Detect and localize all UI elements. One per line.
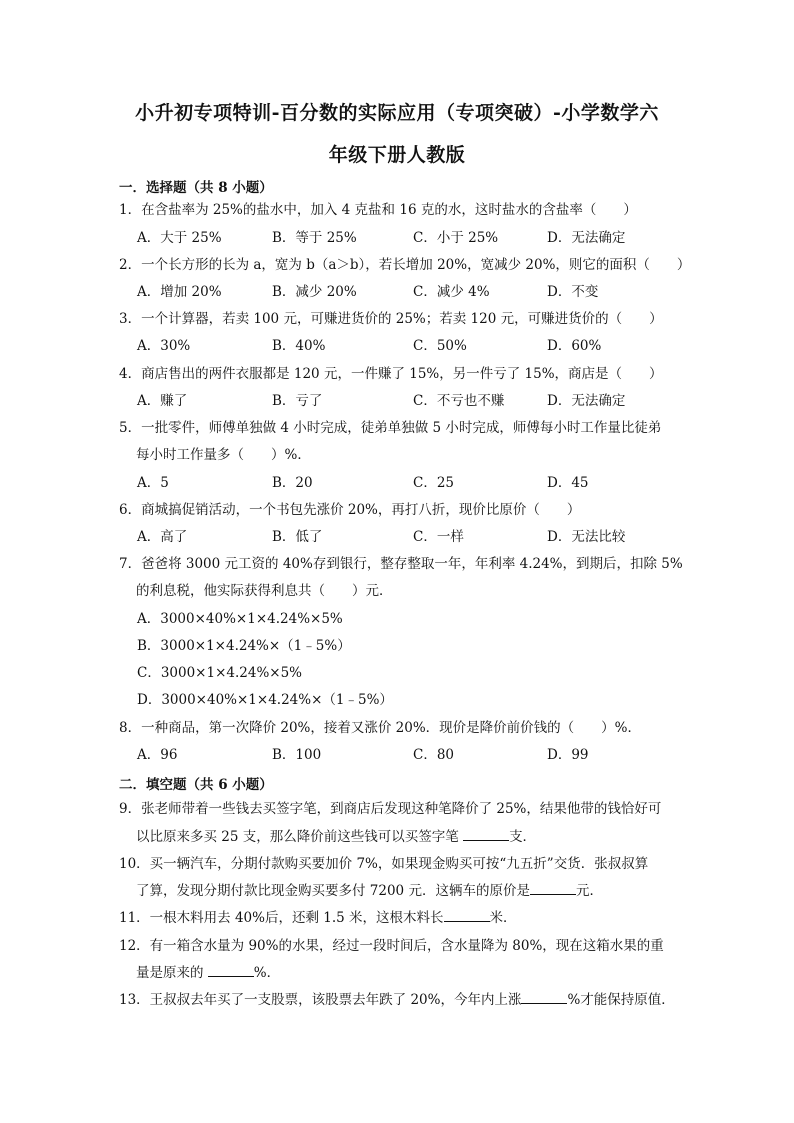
question-6-option-c: C．一样 — [413, 529, 464, 545]
section-heading-choice: 一．选择题（共 8 小题） — [119, 180, 273, 196]
question-9-text: 以比原来多买 25 支，那么降价前这些钱可以买签字笔 — [136, 829, 464, 845]
question-7-stem-line-1: 7．爸爸将 3000 元工资的 40%存到银行，整存整取一年，年利率 4.24%，到期后，扣除 5% — [119, 556, 683, 572]
question-9-stem-line-1: 9．张老师带着一些钱去买签字笔，到商店后发现这种笔降价了 25%，结果他带的钱恰好可 — [119, 801, 662, 817]
question-1-option-c: C．小于 25% — [413, 230, 499, 246]
question-3-option-a: A．30% — [137, 338, 191, 354]
question-6-stem: 6．商城搞促销活动，一个书包先涨价 20%，再打八折，现价比原价（ ） — [119, 502, 581, 518]
question-4-option-d: D．无法确定 — [547, 393, 626, 409]
question-3-option-c: C．50% — [413, 338, 467, 354]
question-11-text: 11．一根木料用去 40%后，还剩 1.5 米，这根木料长 — [119, 910, 444, 926]
question-1-option-d: D．无法确定 — [547, 230, 626, 246]
question-6-option-b: B．低了 — [272, 529, 323, 545]
question-13-stem — [119, 991, 675, 1009]
answer-blank[interactable] — [463, 828, 509, 841]
question-2-option-b: B．减少 20% — [272, 284, 357, 300]
question-12-unit: %． — [253, 965, 281, 981]
section-heading-fill-blank: 二．填空题（共 6 小题） — [119, 777, 273, 793]
question-5-stem-line-2: 每小时工作量多（ ）%． — [136, 447, 311, 463]
answer-blank[interactable] — [208, 964, 254, 977]
question-3-stem: 3．一个计算器，若卖 100 元，可赚进货价的 25%；若卖 120 元，可赚进货价的（ ） — [119, 311, 663, 327]
question-1-option-b: B．等于 25% — [272, 230, 357, 246]
question-10-stem-line-1: 10．买一辆汽车，分期付款购买要加价 7%，如果现金购买可按“九五折”交货．张叔叔算 — [119, 856, 649, 872]
question-5-stem-line-1: 5．一批零件，师傅单独做 4 小时完成，徒弟单独做 5 小时完成，师傅每小时工作量比徒弟 — [119, 420, 662, 436]
question-8-stem: 8．一种商品，第一次降价 20%，接着又涨价 20%．现价是降价前价钱的（ ）%． — [119, 720, 642, 736]
question-12-text: 量是原来的 — [136, 965, 208, 981]
question-11-stem — [119, 909, 517, 927]
answer-blank[interactable] — [444, 909, 490, 922]
question-1-option-a: A．大于 25% — [137, 230, 222, 246]
question-4-option-b: B．亏了 — [272, 393, 323, 409]
question-8-option-b: B．100 — [272, 747, 322, 763]
question-7-option-b: B．3000×1×4.24%×（1﹣5%） — [137, 638, 351, 654]
question-11-unit: 米． — [489, 910, 517, 926]
question-12-stem-line-2 — [136, 964, 280, 982]
question-9-unit: 支． — [509, 829, 537, 845]
answer-blank[interactable] — [530, 882, 576, 895]
question-4-stem: 4．商店售出的两件衣服都是 120 元，一件赚了 15%，另一件亏了 15%，商店是（ ） — [119, 366, 663, 382]
question-12-stem-line-1: 12．有一箱含水量为 90%的水果，经过一段时间后，含水量降为 80%，现在这箱水果的重 — [119, 938, 664, 954]
question-5-option-c: C．25 — [413, 475, 455, 491]
question-5-option-a: A．5 — [137, 475, 169, 491]
question-5-option-b: B．20 — [272, 475, 313, 491]
question-1-stem: 1．在含盐率为 25%的盐水中，加入 4 克盐和 16 克的水，这时盐水的含盐率（ ） — [119, 202, 637, 218]
question-8-option-d: D．99 — [547, 747, 589, 763]
question-2-stem: 2．一个长方形的长为 a，宽为 b（a＞b），若长增加 20%，宽减少 20%，则它的面积（ ） — [119, 257, 691, 273]
answer-blank[interactable] — [521, 991, 567, 1004]
question-10-text: 了算，发现分期付款比现金购买要多付 7200 元．这辆车的原价是 — [136, 883, 530, 899]
question-13-unit: %才能保持原值． — [567, 992, 675, 1008]
question-4-option-c: C．不亏也不赚 — [413, 393, 505, 409]
question-10-stem-line-2 — [136, 882, 603, 900]
question-13-text: 13．王叔叔去年买了一支股票，该股票去年跌了 20%，今年内上涨 — [119, 992, 522, 1008]
question-5-option-d: D．45 — [547, 475, 589, 491]
question-3-option-d: D．60% — [547, 338, 602, 354]
question-8-option-c: C．80 — [413, 747, 455, 763]
question-6-option-d: D．无法比较 — [547, 529, 626, 545]
question-8-option-a: A．96 — [137, 747, 178, 763]
question-2-option-c: C．减少 4% — [413, 284, 490, 300]
question-2-option-d: D．不变 — [547, 284, 599, 300]
document-title-line-1: 小升初专项特训-百分数的实际应用（专项突破）-小学数学六 — [135, 102, 659, 124]
question-7-option-c: C．3000×1×4.24%×5% — [137, 665, 303, 681]
question-3-option-b: B．40% — [272, 338, 326, 354]
question-7-stem-line-2: 的利息税，他实际获得利息共（ ）元． — [136, 583, 393, 599]
question-9-stem-line-2 — [136, 828, 536, 846]
question-10-unit: 元． — [575, 883, 603, 899]
question-7-option-a: A．3000×40%×1×4.24%×5% — [137, 611, 343, 627]
question-4-option-a: A．赚了 — [137, 393, 188, 409]
question-6-option-a: A．高了 — [137, 529, 188, 545]
question-7-option-d: D．3000×40%×1×4.24%×（1﹣5%） — [137, 692, 393, 708]
document-title-line-2: 年级下册人教版 — [328, 144, 466, 166]
question-2-option-a: A．增加 20% — [137, 284, 222, 300]
